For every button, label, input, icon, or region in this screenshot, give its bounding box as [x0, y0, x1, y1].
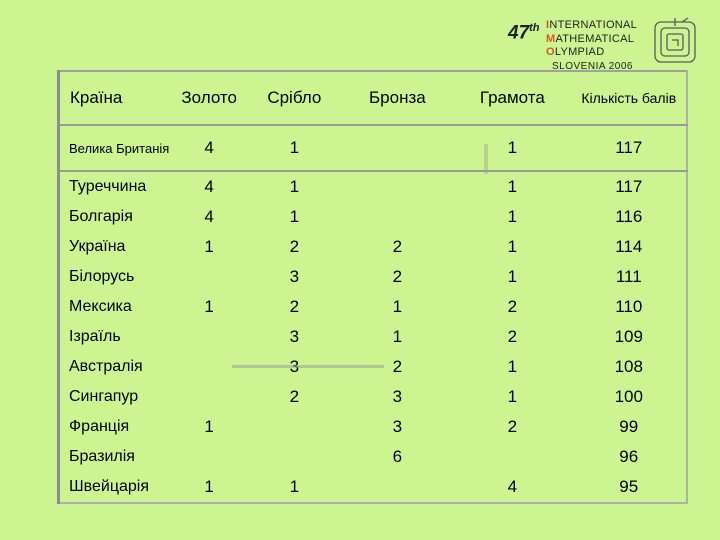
bronze-cell: 1	[392, 297, 403, 316]
bronze-cell: 3	[392, 387, 403, 406]
points-cell: 95	[619, 477, 639, 496]
diploma-cell: 1	[507, 237, 518, 256]
country-cell: Франція	[69, 418, 130, 435]
bronze-cell	[342, 202, 453, 232]
silver-cell	[247, 412, 342, 442]
diploma-cell: 4	[507, 477, 518, 496]
points-cell: 114	[615, 237, 643, 256]
bronze-cell: 1	[392, 327, 403, 346]
table-row	[59, 442, 688, 472]
gold-cell	[171, 382, 247, 412]
header-bronze: Бронза	[369, 88, 426, 107]
diploma-cell: 2	[507, 297, 518, 316]
diploma-cell: 1	[507, 387, 518, 406]
country-cell: Сингапур	[69, 388, 139, 405]
gold-cell: 4	[204, 138, 214, 157]
gold-cell	[171, 442, 247, 472]
bronze-cell	[342, 472, 453, 503]
silver-cell: 2	[289, 237, 300, 256]
bronze-cell	[342, 125, 453, 171]
points-cell: 117	[615, 138, 643, 157]
table-row	[59, 412, 688, 442]
header-row	[59, 71, 688, 125]
gold-cell: 4	[204, 177, 214, 196]
diploma-cell: 1	[507, 138, 518, 157]
silver-cell: 1	[289, 477, 300, 496]
country-cell: Швейцарія	[69, 478, 149, 495]
table-row	[59, 472, 688, 503]
silver-cell: 2	[289, 387, 300, 406]
table-row	[59, 382, 688, 412]
silver-cell: 3	[289, 327, 300, 346]
silver-cell: 1	[289, 207, 300, 226]
gold-cell: 1	[204, 297, 214, 316]
header-country: Країна	[70, 88, 123, 107]
header-gold: Золото	[181, 88, 237, 107]
country-cell: Туреччина	[69, 178, 147, 195]
diploma-cell: 2	[507, 417, 518, 436]
country-cell: Мексика	[69, 298, 132, 315]
table-row	[59, 262, 688, 292]
country-cell: Бразилія	[69, 448, 135, 465]
bronze-cell: 6	[392, 447, 403, 466]
country-cell: Болгарія	[69, 208, 133, 225]
diploma-cell: 1	[507, 177, 518, 196]
logo-text: INTERNATIONAL MATHEMATICAL OLYMPIAD SLOVENIA 2006	[546, 19, 638, 72]
table-row	[59, 232, 688, 262]
country-cell: Велика Британія	[69, 140, 170, 156]
country-cell: Австралія	[69, 358, 143, 375]
points-cell: 117	[615, 177, 643, 196]
table-row	[59, 171, 688, 202]
bronze-cell: 2	[392, 357, 403, 376]
gold-cell: 4	[204, 207, 214, 226]
header-silver: Срібло	[267, 88, 322, 107]
diploma-cell: 1	[507, 357, 518, 376]
points-cell: 116	[615, 207, 643, 226]
bronze-cell: 3	[392, 417, 403, 436]
labyrinth-icon	[652, 16, 698, 66]
table-row	[59, 292, 688, 322]
header-points: Кількість балів	[581, 89, 677, 106]
table-row	[59, 202, 688, 232]
decorative-rule	[484, 144, 488, 174]
logo-number: 47th	[508, 22, 540, 44]
diploma-cell: 1	[507, 207, 518, 226]
bronze-cell	[342, 171, 453, 202]
points-cell: 100	[614, 387, 643, 406]
country-cell: Білорусь	[69, 268, 135, 285]
bronze-cell: 2	[392, 267, 403, 286]
country-cell: Україна	[69, 238, 126, 255]
diploma-cell: 1	[507, 267, 518, 286]
points-cell: 99	[619, 417, 639, 436]
points-cell: 96	[619, 447, 639, 466]
decorative-rule	[232, 365, 384, 368]
silver-cell: 1	[289, 138, 300, 157]
table-row	[59, 125, 688, 171]
points-cell: 108	[614, 357, 643, 376]
silver-cell	[247, 442, 342, 472]
diploma-cell	[453, 442, 571, 472]
gold-cell	[171, 322, 247, 352]
silver-cell: 1	[289, 177, 300, 196]
table-row	[59, 322, 688, 352]
gold-cell: 1	[204, 477, 214, 496]
bronze-cell: 2	[392, 237, 403, 256]
gold-cell: 1	[204, 237, 214, 256]
country-cell: Ізраїль	[69, 328, 121, 345]
points-cell: 111	[615, 267, 642, 286]
silver-cell: 3	[289, 267, 300, 286]
header-diploma: Грамота	[479, 88, 545, 107]
points-cell: 109	[614, 327, 643, 346]
points-cell: 110	[615, 297, 643, 316]
results-table	[57, 70, 688, 504]
gold-cell	[171, 262, 247, 292]
diploma-cell: 2	[507, 327, 518, 346]
silver-cell: 2	[289, 297, 300, 316]
gold-cell: 1	[204, 417, 214, 436]
